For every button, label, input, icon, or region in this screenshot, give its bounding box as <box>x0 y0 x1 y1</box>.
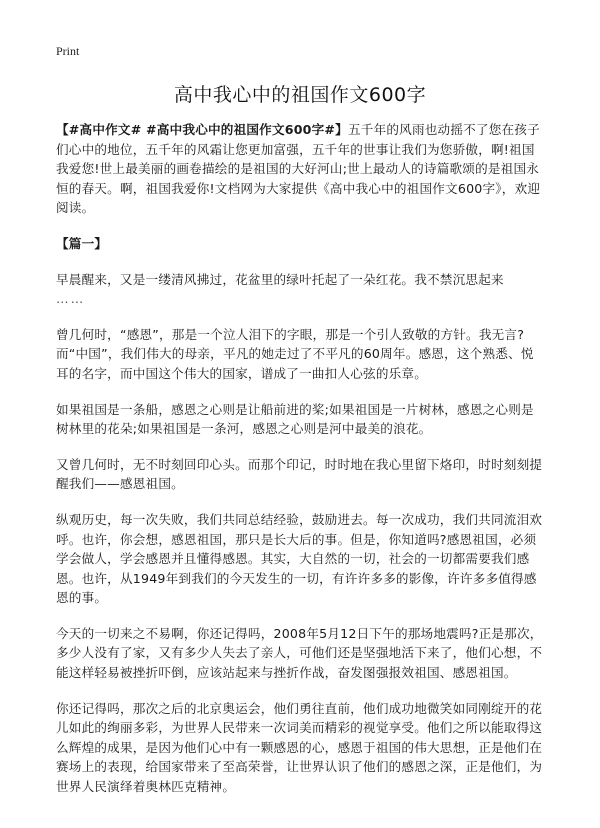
ellipsis: …… <box>56 291 86 307</box>
paragraph-1: 早晨醒来，又是一缕清风拂过，花盆里的绿叶托起了一朵红花。我不禁沉思起来 <box>56 271 504 287</box>
paragraph-5: 纵观历史，每一次失败，我们共同总结经验，鼓励进去。每一次成功，我们共同流泪欢呼。也许，你会想，感恩祖国，那只是长大后的事。但是，你知道吗?感恩祖国，必须学会做人，学会感恩并且懂得感恩。其实，大自然的一切，社会的一切都需要我们感恩。也许，从1949年到我们的今天发生的一切，有许许多多的影像，许许多多值得感恩的事。 <box>56 511 543 606</box>
section-heading: 【篇一】 <box>56 235 108 251</box>
intro-text: 五千年的风雨也动摇不了您在孩子们心中的地位，五千年的风霜让您更加富强，五千年的世事让我们为您骄傲，啊!祖国我爱您!世上最美丽的画卷描绘的是祖国的大好河山;世上最动人的诗篇歌颂的是祖国永恒的春天。啊，祖国我爱你!文档网为大家提供《高中我心中的祖国作文600字》，欢迎阅读。 <box>56 122 541 216</box>
intro-tag: 【#高中作文# #高中我心中的祖国作文600字#】 <box>56 122 348 137</box>
intro-paragraph <box>56 120 546 218</box>
paragraph-2: 曾几何时，“感恩”，那是一个泣人泪下的字眼，那是一个引人致敬的方针。我无言?而“中国”，我们伟大的母亲，平凡的她走过了不平凡的60周年。感恩，这个熟悉、悦耳的名字，而中国这个伟大的国家，谱成了一曲扣人心弦的乐章。 <box>56 326 534 381</box>
paragraph-4: 又曾几何时，无不时刻回印心头。而那个印记，时时地在我心里留下烙印，时时刻刻提醒我们——感恩祖国。 <box>56 456 543 492</box>
article-body <box>56 120 546 813</box>
page-title: 高中我心中的祖国作文600字 <box>173 84 427 106</box>
paragraph-6: 今天的一切来之不易啊，你还记得吗，2008年5月12日下午的那场地震吗?正是那次，多少人没有了家，又有多少人失去了亲人，可他们还是坚强地活下来了，他们心想，不能这样轻易被挫折吓倒，应该站起来与挫折作战，奋发图强报效祖国、感恩祖国。 <box>56 625 543 681</box>
paragraph-3: 如果祖国是一条船，感恩之心则是让船前进的桨;如果祖国是一片树林，感恩之心则是树林里的花朵;如果祖国是一条河，感恩之心则是河中最美的浪花。 <box>56 401 534 437</box>
print-link[interactable]: Print <box>56 44 80 58</box>
paragraph-7: 你还记得吗，那次之后的北京奥运会，他们勇往直前，他们成功地微笑如同刚绽开的花儿如此的绚丽多彩，为世界人民带来一次词美而精彩的视觉享受。他们之所以能取得这么辉煌的成果，是因为他们心中有一颗感恩的心，感恩于祖国的伟大思想，正是他们在赛场上的表现，给国家带来了至高荣誉，让世界认识了他们的感恩之深，正是他们，为世界人民演绎着奥林匹克精神。 <box>56 700 543 795</box>
